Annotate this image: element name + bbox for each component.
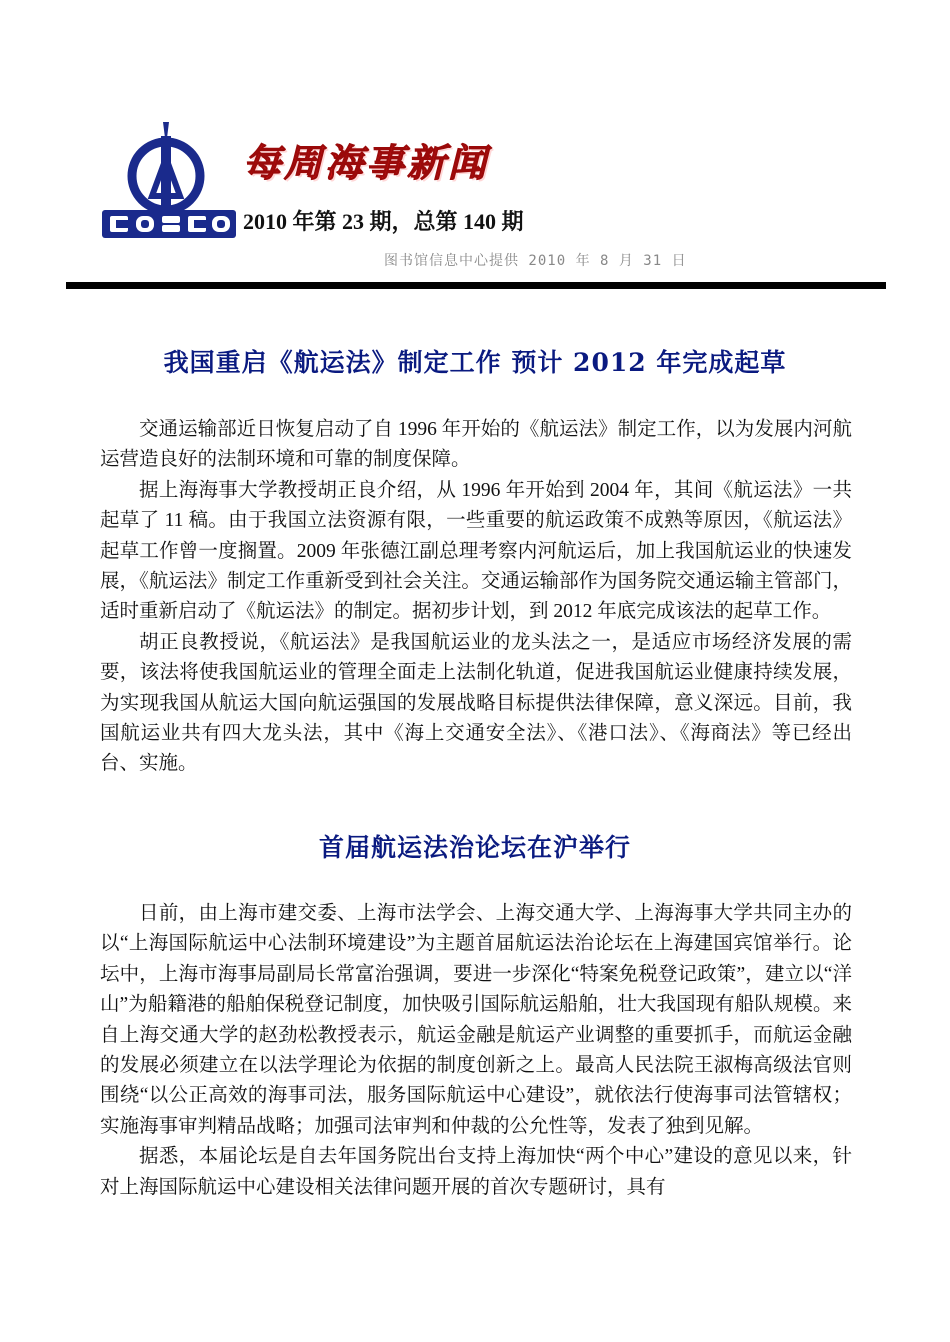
paragraph: 胡正良教授说，《航运法》是我国航运业的龙头法之一，是适应市场经济发展的需要，该法将使我国航运业的管理全面走上法制化轨道，促进我国航运业健康持续发展，为实现我国从航运大国向航运强国的发展战略目标提供法律保障，意义深远。目前，我国航运业共有四大龙头法，其中《海上交通安全法》、《港口法》、《海商法》等已经出台、实施。: [100, 631, 852, 775]
article-body: [100, 415, 852, 780]
article-body: [100, 899, 852, 1203]
paragraph: 交通运输部近日恢复启动了自 1996 年开始的《航运法》制定工作，以为发展内河航运营造良好的法制环境和可靠的制度保障。: [100, 419, 852, 471]
paragraph: 日前，由上海市建交委、上海市法学会、上海交通大学、上海海事大学共同主办的以“上海国际航运中心法制环境建设”为主题首届航运法治论坛在上海建国宾馆举行。论坛中，上海市海事局副局长常富治强调，要进一步深化“特案免税登记政策”，建立以“洋山”为船籍港的船舶保税登记制度，加快吸引国际航运船舶，壮大我国现有船队规模。来自上海交通大学的赵劲松教授表示，航运金融是航运产业调整的重要抓手，而航运金融的发展必须建立在以法学理论为依据的制度创新之上。最高人民法院王淑梅高级法官则围绕“以公正高效的海事司法，服务国际航运中心建设”，就依法行使海事司法管辖权；实施海事审判精品战略；加强司法审判和仲裁的公允性等，发表了独到见解。: [100, 903, 852, 1137]
header-divider: [66, 282, 886, 289]
provider-date-line: 图书馆信息中心提供 2010 年 8 月 31 日: [384, 253, 687, 269]
cosco-logo: [100, 118, 238, 243]
paragraph: 据上海海事大学教授胡正良介绍，从 1996 年开始到 2004 年，其间《航运法》一共起草了 11 稿。由于我国立法资源有限，一些重要的航运政策不成熟等原因，《航运法》起草工作曾一度搁置。2009 年张德江副总理考察内河航运后，加上我国航运业的快速发展，《航运法》制定工作重新受到社会关注。交通运输部作为国务院交通运输主管部门，适时重新启动了《航运法》的制定。据初步计划，到 2012 年底完成该法的起草工作。: [100, 479, 852, 623]
article-title: 我国重启《航运法》制定工作 预计 2012 年完成起草: [163, 348, 787, 377]
paragraph: 据悉，本届论坛是自去年国务院出台支持上海加快“两个中心”建设的意见以来，针对上海国际航运中心建设相关法律问题开展的首次专题研讨，具有: [100, 1146, 852, 1198]
masthead-title: 每周海事新闻: [243, 141, 490, 185]
issue-number: 2010 年第 23 期，总第 140 期: [243, 209, 524, 234]
article-title: 首届航运法治论坛在沪举行: [318, 833, 631, 862]
